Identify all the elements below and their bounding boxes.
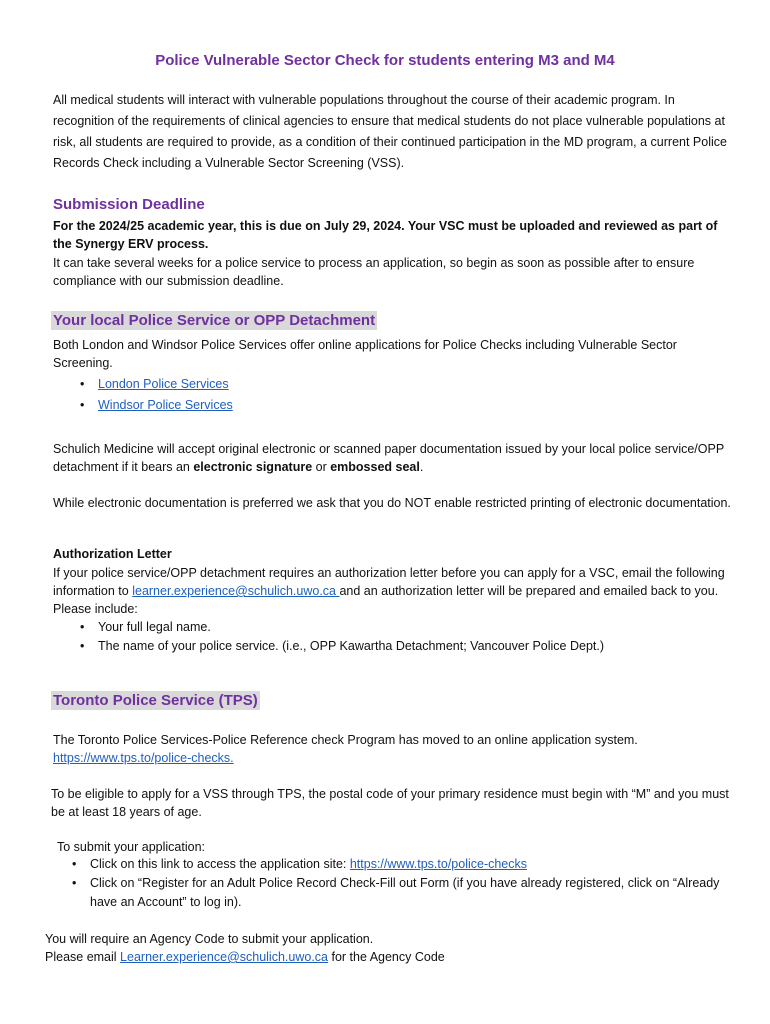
authorization-letter-heading: Authorization Letter <box>53 547 172 561</box>
list-item: • Click on “Register for an Adult Police Record Check-Fill out Form (if you have already registered, click on “Already have an Account” to log in). <box>68 874 733 912</box>
agency-code-text: You will require an Agency Code to submit your application. <box>45 932 374 946</box>
authorization-letter-text <box>53 564 733 618</box>
tps-application-site-link[interactable]: https://www.tps.to/police-checks <box>349 857 528 871</box>
tps-eligibility-text: To be eligible to apply for a VSS through TPS, the postal code of your primary residence must begin with “M” and you must be at least 18 years of age. <box>51 787 729 819</box>
accept-text-or: or <box>312 460 331 474</box>
list-item: • Your full legal name. <box>76 618 604 637</box>
include-list <box>76 618 604 656</box>
list-item: • The name of your police service. (i.e., OPP Kawartha Detachment; Vancouver Police Dept.) <box>76 637 604 656</box>
agency-code-email-link[interactable]: Learner.experience@schulich.uwo.ca <box>120 950 328 964</box>
submit-intro-text: To submit your application: <box>57 840 205 854</box>
email-text-start: Please email <box>45 950 121 964</box>
auth-text-end: and an authorization letter will be prepared and emailed back to you. Please include: <box>53 584 719 616</box>
deadline-text: It can take several weeks for a police service to process an application, so begin as soon as possible after to ensure compliance with our submission deadline. <box>53 256 695 288</box>
tps-program-description: The Toronto Police Services-Police Reference check Program has moved to an online application system. <box>53 733 638 747</box>
deadline-bold-text: For the 2024/25 academic year, this is due on July 29, 2024. Your VSC must be uploaded and reviewed as part of the Synergy ERV process. <box>53 219 718 251</box>
accept-text-start: Schulich Medicine will accept original electronic or scanned paper documentation issued by your local police service/OPP detachment if it bears an <box>53 442 724 474</box>
email-text-end: for the Agency Code <box>328 950 445 964</box>
list-item <box>68 855 733 874</box>
auth-text-start: If your police service/OPP detachment requires an authorization letter before you can apply for a VSC, email the following information to <box>53 566 725 598</box>
learner-experience-email-link[interactable]: learner.experience@schulich.uwo.ca <box>132 584 340 598</box>
list-item <box>76 395 233 416</box>
tps-program-text <box>53 731 733 767</box>
submission-deadline-heading: Submission Deadline <box>53 196 205 213</box>
local-police-heading: Your local Police Service or OPP Detachment <box>53 312 376 329</box>
embossed-seal-text: embossed seal <box>330 460 420 474</box>
agency-code-email-text <box>45 948 725 966</box>
step1-text: Click on this link to access the application site: <box>90 857 350 871</box>
accept-text-end: . <box>419 460 424 474</box>
local-police-intro: Both London and Windsor Police Services offer online applications for Police Checks including Vulnerable Sector Screening. <box>53 338 677 370</box>
electronic-documentation-note: While electronic documentation is preferred we ask that you do NOT enable restricted printing of electronic documentation. <box>53 496 731 510</box>
intro-paragraph: All medical students will interact with vulnerable populations throughout the course of their academic program. In recognition of the requirements of clinical agencies to ensure that medical students do not place vulnerable populations at risk, all students are required to provide, as a condition of their continued participation in the MD program, a current Police Records Check including a Vulnerable Sector Screening (VSS). <box>53 93 727 170</box>
accept-documentation-text <box>53 440 733 476</box>
page-title: Police Vulnerable Sector Check for students entering M3 and M4 <box>155 52 615 69</box>
submit-steps-list <box>68 855 733 912</box>
tps-police-checks-link[interactable]: https://www.tps.to/police-checks. <box>53 751 234 765</box>
london-police-link[interactable]: London Police Services <box>98 377 229 391</box>
windsor-police-link[interactable]: Windsor Police Services <box>98 398 233 412</box>
electronic-signature-text: electronic signature <box>193 460 313 474</box>
list-item <box>76 374 233 395</box>
police-links-list <box>76 374 233 416</box>
toronto-police-heading: Toronto Police Service (TPS) <box>53 692 258 709</box>
